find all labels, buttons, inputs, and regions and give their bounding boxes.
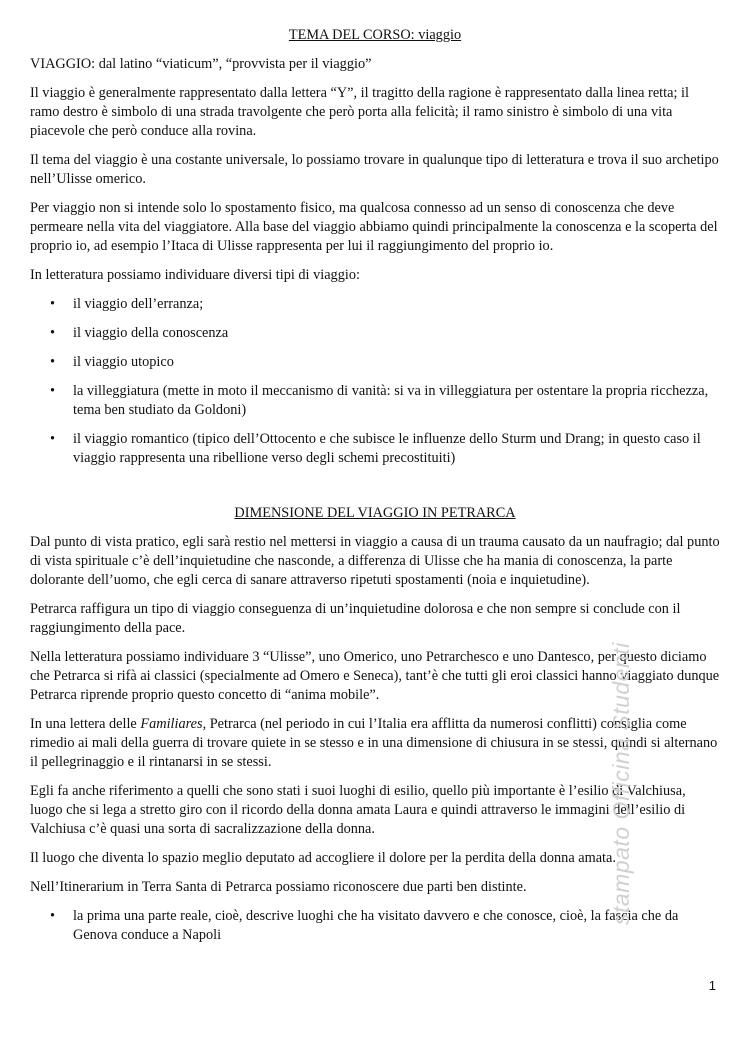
paragraph-symbol-y: Il viaggio è generalmente rappresentato dalla lettera “Y”, il tragitto della ragione è rappresentato dalla linea retta; il ramo destro è simbolo di una strada travolgente che però porta alla felicità; il ramo sinistro è simbolo di una vita piacevole che però conduce alla rovina. — [30, 85, 689, 139]
page-number: 1 — [708, 978, 716, 993]
course-title: TEMA DEL CORSO: viaggio — [288, 27, 462, 43]
paragraph-definition: VIAGGIO: dal latino “viaticum”, “provvista per il viaggio” — [30, 56, 372, 72]
list-item-text: il viaggio della conoscenza — [73, 325, 229, 341]
bullet-icon: • — [50, 325, 56, 341]
watermark: stampato Officina Studenti — [608, 642, 634, 925]
section-spacer — [30, 478, 720, 504]
bullet-icon: • — [50, 296, 56, 312]
section-title-petrarca: DIMENSIONE DEL VIAGGIO IN PETRARCA — [234, 505, 516, 521]
paragraph-three-ulisse: Nella letteratura possiamo individuare 3 “Ulisse”, uno Omerico, uno Petrarchesco e uno Dantesco, per questo diciamo che Petrarca si rifà ai classici (specialmente ad Omero e Seneca), tant’è che tutti gli eroi classici hanno viaggiato dunque Petrarca riprende proprio questo concetto di “anima mobile”. — [30, 649, 720, 703]
list-item — [30, 353, 720, 372]
bullet-icon: • — [50, 431, 56, 447]
list-item-text: il viaggio dell’erranza; — [73, 296, 204, 312]
paragraph-knowledge: Per viaggio non si intende solo lo spostamento fisico, ma qualcosa connesso ad un senso di conoscenza che deve permeare nella vita del viaggiatore. Alla base del viaggio abbiamo quindi principalmente la conoscenza e la scoperta del proprio io, ad esempio l’Itaca di Ulisse rappresenta per lui il raggiungimento del proprio io. — [30, 200, 718, 254]
list-item — [30, 295, 720, 314]
bullet-icon: • — [50, 383, 56, 399]
familiares-title: Familiares, — [140, 716, 207, 732]
list-item — [30, 382, 720, 420]
paragraph-universal-theme: Il tema del viaggio è una costante universale, lo possiamo trovare in qualunque tipo di letteratura e trova il suo archetipo nell’Ulisse omerico. — [30, 152, 719, 187]
list-item — [30, 324, 720, 343]
list-item-text: la villeggiatura (mette in moto il meccanismo di vanità: si va in villeggiatura per ostentare la propria ricchezza, tema ben studiato da Goldoni) — [73, 383, 709, 418]
list-item-text: la prima una parte reale, cioè, descrive luoghi che ha visitato davvero e che conosce, cioè, la fascia che da Genova conduce a Napoli — [73, 908, 679, 943]
paragraph-valchiusa: Egli fa anche riferimento a quelli che sono stati i suoi luoghi di esilio, quello più importante è l’esilio di Valchiusa, luogo che si lega a stretto giro con il ricordo della donna amata Laura e quindi attraverso le immagini dell’esilio di Valchiusa c’è quasi una sorta di sacralizzazione della donna. — [30, 783, 686, 837]
list-item-text: il viaggio romantico (tipico dell’Ottocento e che subisce le influenze dello Sturm und Drang; in questo caso il viaggio rappresenta una ribellione verso degli schemi precostituiti) — [73, 431, 701, 466]
list-item-text: il viaggio utopico — [73, 354, 174, 370]
paragraph-itinerarium: Nell’Itinerarium in Terra Santa di Petrarca possiamo riconoscere due parti ben distinte. — [30, 879, 527, 895]
familiares-rest: Petrarca (nel periodo in cui l’Italia era afflitta da numerosi conflitti) consiglia come rimedio ai mali della guerra di trovare quiete in se stesso e in una dimensione di chiusura in se stessi, quindi si alternano il pellegrinaggio e il rintanarsi in se stessi. — [30, 716, 718, 770]
list-item — [30, 430, 720, 468]
travel-types-list — [30, 295, 720, 468]
bullet-icon: • — [50, 908, 56, 924]
paragraph-place-of-grief: Il luogo che diventa lo spazio meglio deputato ad accogliere il dolore per la perdita della donna amata. — [30, 850, 616, 866]
paragraph-practical-view: Dal punto di vista pratico, egli sarà restio nel mettersi in viaggio a causa di un trauma causato da un naufragio; dal punto di vista spirituale c’è dell’inquietudine che nasconde, a differenza di Ulisse che ha mania di conoscenza, la parte dolorante dell’uomo, che egli cerca di sanare attraverso ripetuti spostamenti (noia e inquietudine). — [30, 534, 720, 588]
paragraph-travel-types-intro: In letteratura possiamo individuare diversi tipi di viaggio: — [30, 267, 360, 283]
paragraph-restlessness: Petrarca raffigura un tipo di viaggio conseguenza di un’inquietudine dolorosa e che non sempre si conclude con il raggiungimento della pace. — [30, 601, 681, 636]
familiares-intro: In una lettera delle — [30, 716, 141, 732]
bullet-icon: • — [50, 354, 56, 370]
